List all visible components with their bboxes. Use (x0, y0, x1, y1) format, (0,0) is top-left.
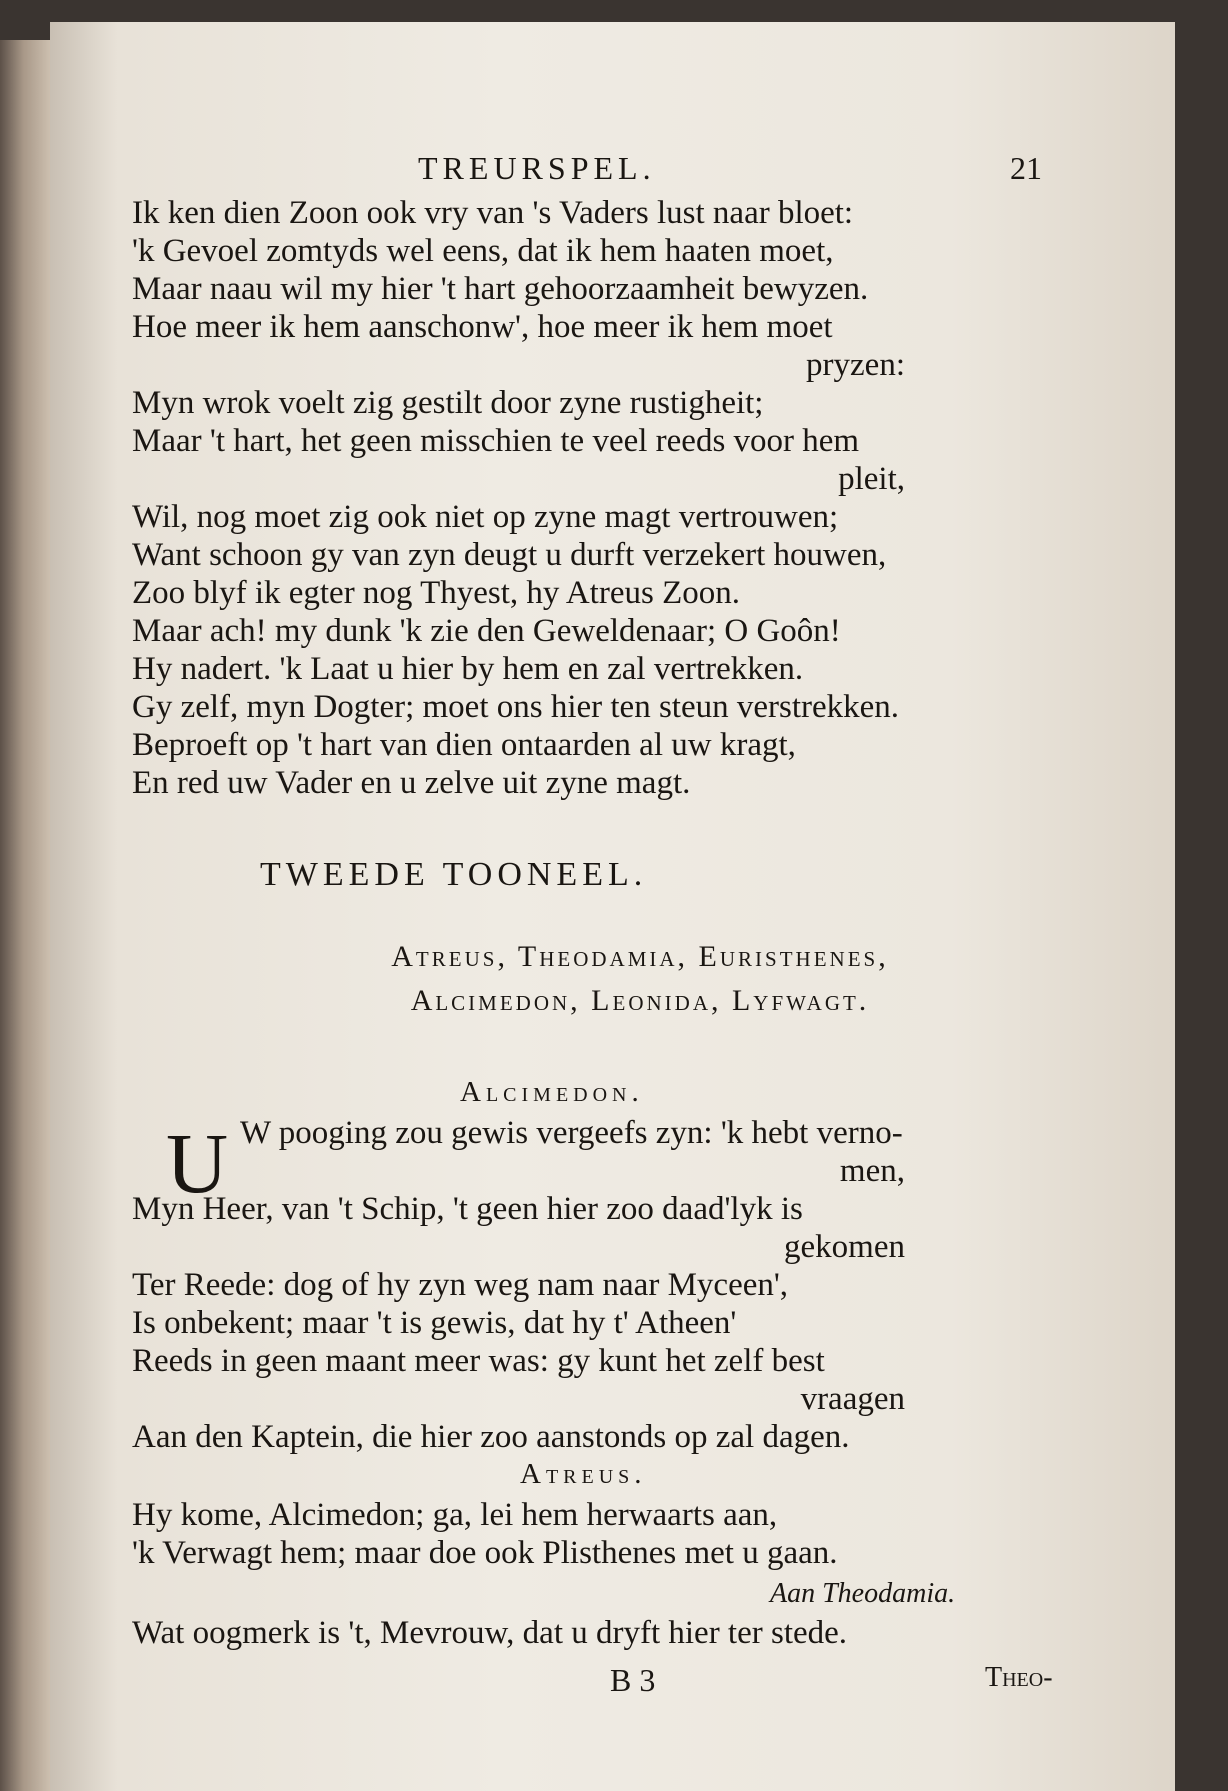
signature-mark: B 3 (610, 1662, 656, 1698)
verse-line: Myn wrok voelt zig gestilt door zyne rustigheit; (132, 385, 764, 421)
verse-line-continuation: pryzen: (806, 347, 905, 383)
verse-line: Hoe meer ik hem aanschonw', hoe meer ik hem moet (132, 309, 833, 345)
drop-cap: U (166, 1115, 229, 1211)
verse-line: Want schoon gy van zyn deugt u durft verzekert houwen, (132, 537, 887, 573)
verse-line: En red uw Vader en u zelve uit zyne magt. (132, 765, 691, 801)
verse-line: Beproeft op 't hart van dien ontaarden al uw kragt, (132, 727, 796, 763)
verse-line-continuation: pleit, (838, 461, 905, 497)
speaker-name: Alcimedon. (460, 1076, 644, 1108)
verse-line: Hy kome, Alcimedon; ga, lei hem herwaarts aan, (132, 1497, 778, 1533)
verse-line: Maar ach! my dunk 'k zie den Geweldenaar; O Goôn! (132, 613, 841, 649)
verse-line-continuation: vraagen (800, 1381, 905, 1417)
verse-line: Zoo blyf ik egter nog Thyest, hy Atreus Zoon. (132, 575, 740, 611)
speaker-name: Atreus. (520, 1458, 647, 1490)
verse-line: Aan den Kaptein, die hier zoo aanstonds op zal dagen. (132, 1419, 850, 1455)
verse-line: 'k Gevoel zomtyds wel eens, dat ik hem haaten moet, (132, 233, 834, 269)
page-number: 21 (1010, 150, 1042, 186)
verse-line: Maar naau wil my hier 't hart gehoorzaamheit bewyzen. (132, 271, 869, 307)
verse-line: 'k Verwagt hem; maar doe ook Plisthenes met u gaan. (132, 1535, 838, 1571)
verse-line: Gy zelf, myn Dogter; moet ons hier ten steun verstrekken. (132, 689, 900, 725)
scene-title: TWEEDE TOONEEL. (260, 856, 648, 893)
verse-line: W pooging zou gewis vergeefs zyn: 'k hebt verno- (240, 1115, 903, 1151)
verse-line: Maar 't hart, het geen misschien te veel reeds voor hem (132, 423, 860, 459)
book-page (50, 22, 1175, 1791)
verse-line: Ik ken dien Zoon ook vry van 's Vaders lust naar bloet: (132, 195, 854, 231)
verse-line: Ter Reede: dog of hy zyn weg nam naar Myceen', (132, 1267, 789, 1303)
verse-line: Is onbekent; maar 't is gewis, dat hy t' Atheen' (132, 1305, 737, 1341)
catchword: Theo- (985, 1662, 1053, 1693)
verse-line: Hy nadert. 'k Laat u hier by hem en zal vertrekken. (132, 651, 804, 687)
verse-line-continuation: gekomen (784, 1229, 905, 1265)
verse-line: Reeds in geen maant meer was: gy kunt het zelf best (132, 1343, 825, 1379)
verse-line: Wil, nog moet zig ook niet op zyne magt vertrouwen; (132, 499, 839, 535)
verse-line: Myn Heer, van 't Schip, 't geen hier zoo daad'lyk is (132, 1191, 803, 1227)
running-head: TREURSPEL. (418, 150, 656, 186)
character-list: Atreus, Theodamia, Euristhenes, (391, 940, 889, 973)
facing-page-edge (0, 40, 54, 1791)
verse-line-continuation: men, (839, 1153, 905, 1189)
verse-line: Wat oogmerk is 't, Mevrouw, dat u dryft hier ter stede. (132, 1615, 848, 1651)
character-list: Alcimedon, Leonida, Lyfwagt. (410, 984, 870, 1017)
stage-direction: Aan Theodamia. (770, 1578, 956, 1609)
